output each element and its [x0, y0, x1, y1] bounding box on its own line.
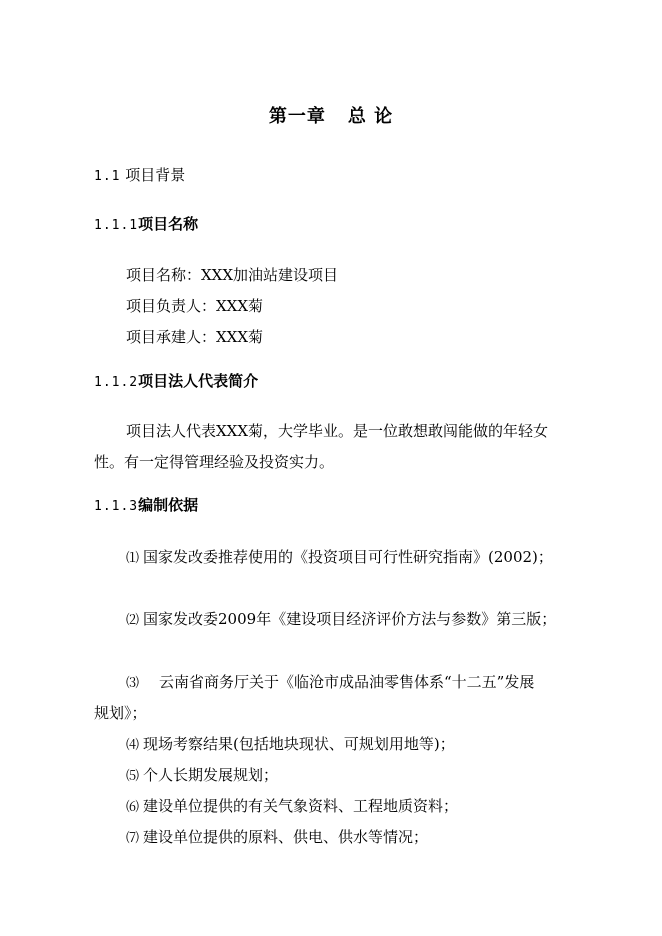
basis-item-3 [126, 675, 534, 690]
item-text: 建设单位提供的有关气象资料、工程地质资料； [143, 797, 459, 815]
item-marker: ⑷ [126, 738, 140, 753]
project-leader-line: 项目负责人：XXX菊 [126, 297, 264, 315]
item-marker: ⑴ [126, 551, 140, 566]
item-marker: ⑺ [126, 831, 140, 846]
chapter-number: 第一章 [268, 106, 326, 127]
section-number: 1.1.1 [94, 218, 139, 233]
section-title: 项目名称 [138, 215, 199, 233]
basis-item-6 [126, 799, 458, 814]
item-text: 现场考察结果(包括地块现状、可规划用地等)； [143, 735, 455, 753]
item-text: 个人长期发展规划； [143, 766, 279, 784]
project-name-line: 项目名称：XXX加油站建设项目 [126, 266, 339, 284]
section-number: 1.1 [94, 169, 121, 184]
item-marker: ⑵ [126, 613, 140, 628]
basis-item-4 [126, 737, 455, 752]
section-heading-1-1 [94, 168, 185, 183]
basis-item-3-continuation: 规划》； [94, 704, 147, 722]
project-builder-line: 项目承建人：XXX菊 [126, 328, 264, 346]
item-marker: ⑶ [126, 676, 140, 691]
basis-item-5 [126, 768, 278, 783]
section-title: 项目法人代表简介 [138, 372, 259, 390]
basis-item-2 [126, 612, 556, 627]
item-text: 建设单位提供的原料、供电、供水等情况； [143, 828, 429, 846]
section-title: 编制依据 [138, 496, 199, 514]
section-heading-1-1-3 [94, 498, 198, 513]
item-marker: ⑹ [126, 800, 140, 815]
item-text: 云南省商务厅关于《临沧市成品油零售体系“十二五”发展 [159, 673, 535, 691]
section-number: 1.1.3 [94, 499, 139, 514]
section-heading-1-1-1 [94, 217, 198, 232]
item-marker: ⑸ [126, 769, 140, 784]
section-title: 项目背景 [125, 166, 186, 184]
section-number: 1.1.2 [94, 375, 139, 390]
chapter-name: 总 论 [347, 106, 394, 127]
basis-item-1 [126, 550, 553, 565]
item-text: 国家发改委推荐使用的《投资项目可行性研究指南》(2002)； [143, 548, 553, 566]
item-text: 国家发改委2009年《建设项目经济评价方法与参数》第三版； [143, 610, 557, 628]
section-heading-1-1-2 [94, 374, 258, 389]
legal-rep-paragraph: 项目法人代表XXX菊，大学毕业。是一位敢想敢闯能做的年轻女性。有一定得管理经验及投资实力。 [94, 422, 549, 471]
chapter-title [0, 108, 662, 126]
basis-item-7 [126, 830, 428, 845]
